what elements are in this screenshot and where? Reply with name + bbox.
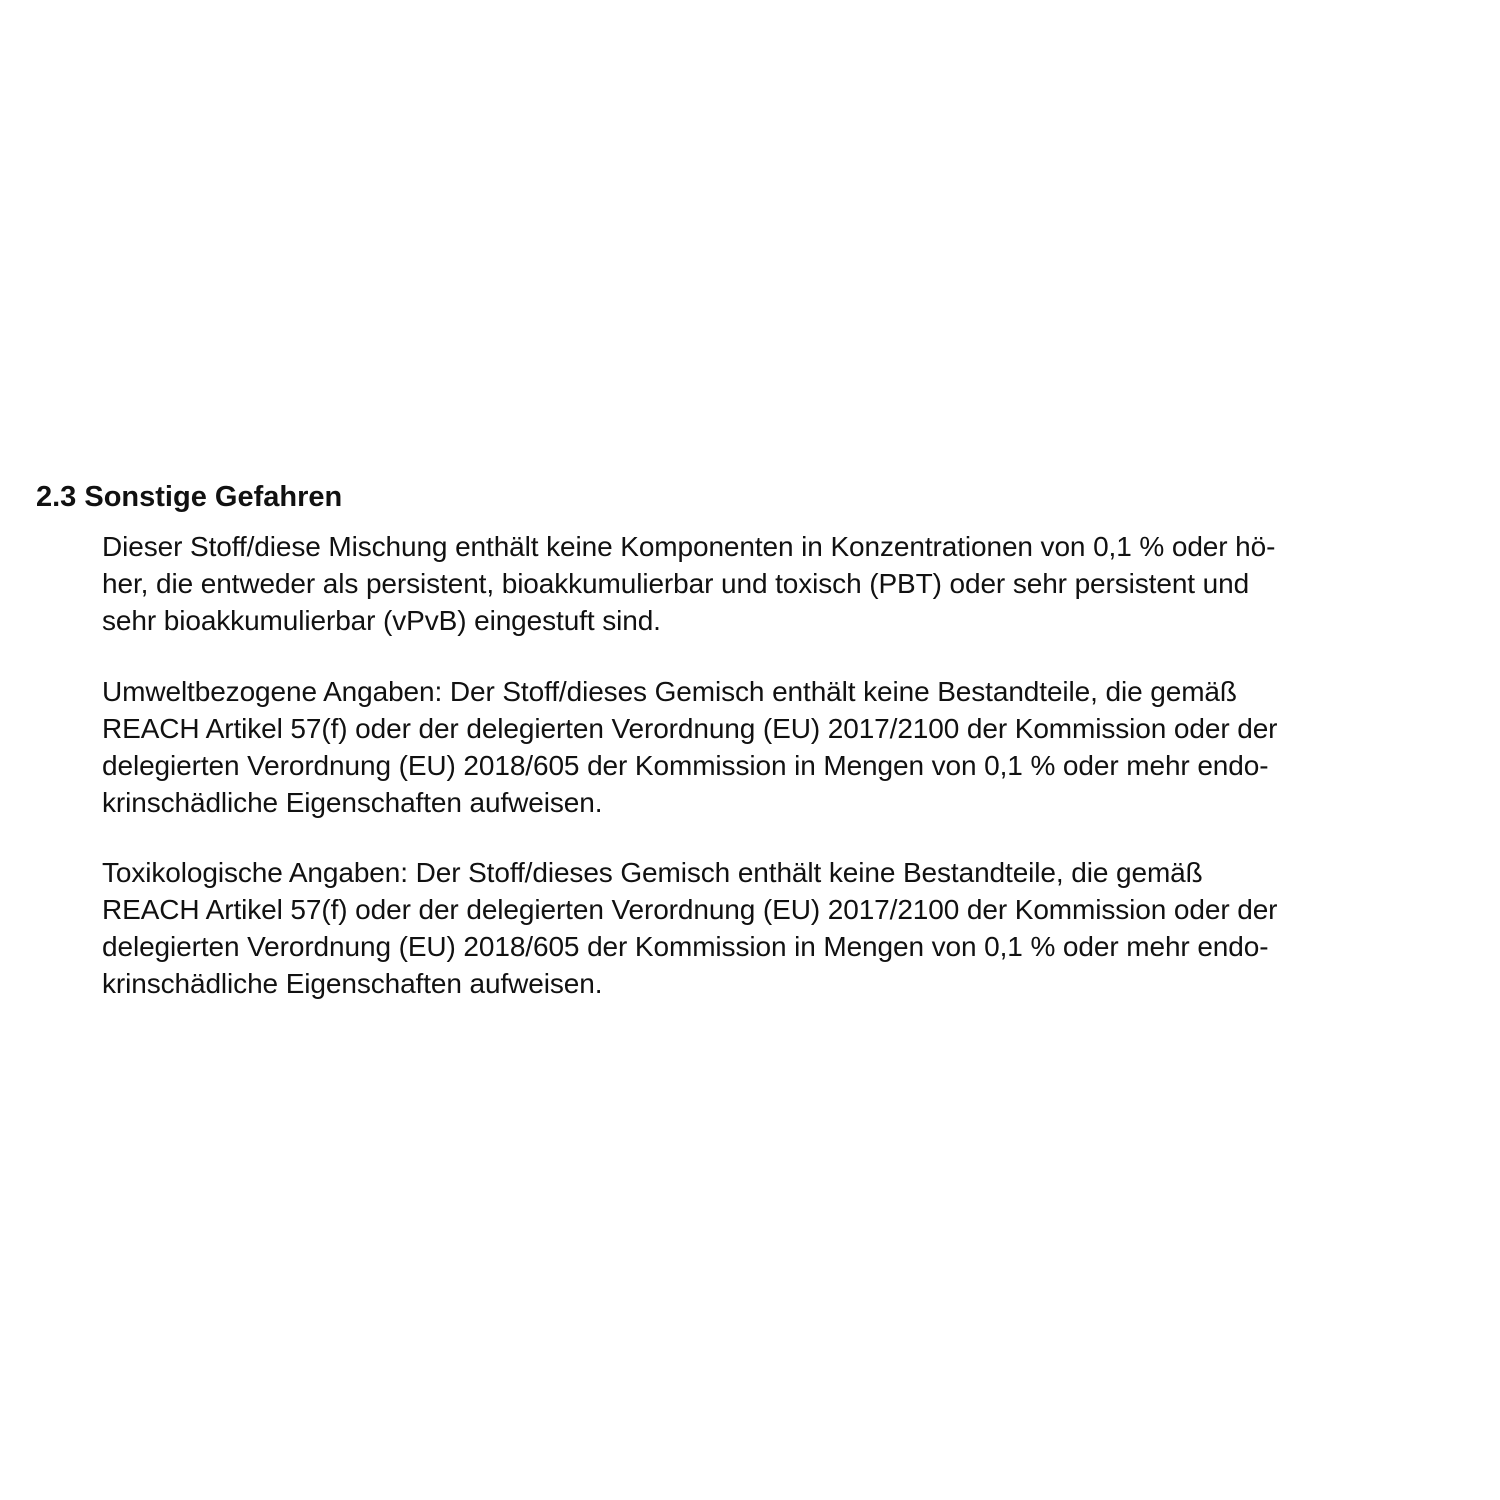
- paragraph-line: sehr bioakkumulierbar (vPvB) eingestuft sind.: [102, 605, 661, 636]
- section-heading: 2.3 Sonstige Gefahren: [36, 481, 343, 513]
- paragraph-line: krinschädliche Eigenschaften aufweisen.: [102, 968, 603, 999]
- paragraph-line: REACH Artikel 57(f) oder der delegierten Verordnung (EU) 2017/2100 der Kommission oder der: [102, 713, 1278, 744]
- paragraph-line: delegierten Verordnung (EU) 2018/605 der Kommission in Mengen von 0,1 % oder mehr endo-: [102, 931, 1269, 962]
- paragraph-environmental-info: [102, 673, 1472, 821]
- paragraph-line: krinschädliche Eigenschaften aufweisen.: [102, 787, 603, 818]
- paragraph-line: REACH Artikel 57(f) oder der delegierten Verordnung (EU) 2017/2100 der Kommission oder der: [102, 894, 1278, 925]
- paragraph-pbt-vpvb: [102, 528, 1472, 639]
- paragraph-line: her, die entweder als persistent, bioakkumulierbar und toxisch (PBT) oder sehr persistent und: [102, 568, 1250, 599]
- paragraph-toxicological-info: [102, 854, 1472, 1002]
- paragraph-line: Umweltbezogene Angaben: Der Stoff/dieses Gemisch enthält keine Bestandteile, die gemäß: [102, 676, 1237, 707]
- paragraph-line: Toxikologische Angaben: Der Stoff/dieses Gemisch enthält keine Bestandteile, die gemäß: [102, 857, 1203, 888]
- paragraph-line: delegierten Verordnung (EU) 2018/605 der Kommission in Mengen von 0,1 % oder mehr endo-: [102, 750, 1269, 781]
- paragraph-line: Dieser Stoff/diese Mischung enthält keine Komponenten in Konzentrationen von 0,1 % oder hö-: [102, 531, 1276, 562]
